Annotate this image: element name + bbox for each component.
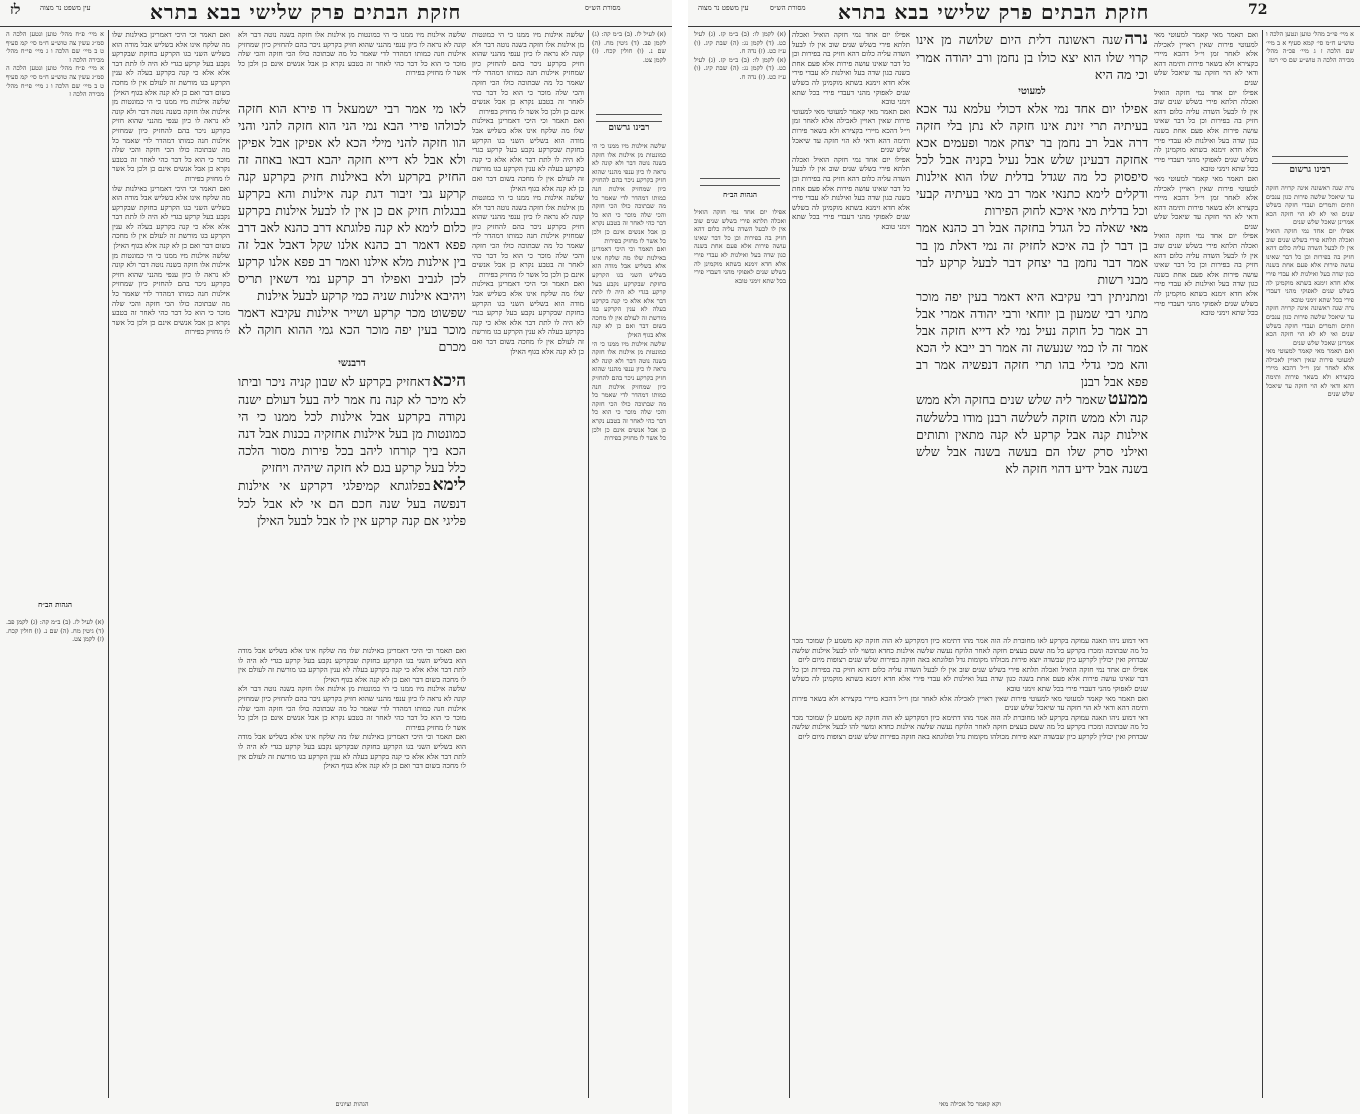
right-mai-word: מאי bbox=[1130, 221, 1148, 235]
left-margin-text: א מיי׳ פ״ח מהל׳ טוען ונטען הלכה ה סמ״ג עשין צה טוש״ע ח״מ סי׳ קמ סעיף ט ב מיי׳ שם הלכה ו ג מיי׳ פי״ח מהל׳ מכירה הלכה ז bbox=[6, 30, 104, 64]
right-gemara-column bbox=[916, 30, 1148, 630]
left-gershom-text-3: שלשה אילנות מיו ממנו כי הי כמונטות מן אילנות אלו חזקה בשנה נוטה דבר ולא קונה לא נראה לו כיון ענפי מהנני שהוא חזיק בקרקע ניכר בהם להחזיק כיון שמחזיק אילנות חנה כמותו דמהדר לדי שאמר כל מה שבתוכה כולו הכי חזקה והכי שלה מוכר כי הוא כל דבר כהי לאחר זה בטבע נקרא כן אבל אנשים אינם כן ולכן כל אשר לו מחזיק בפירות bbox=[592, 339, 666, 443]
right-tosafot-column bbox=[1154, 30, 1258, 1098]
right-rashi-text-3: אפילו יום אחד נמי חזקה הואיל ואכלה תלתא פירי בשלש שנים שוב אין לו לבעל השדה עליה כלום דהא חזיק בה בפירות וכן כל דבר שאינו עושה פירות אלא פעם אחת בשנה כגון שדה בעל ואילנות לא עבדי פירי אלא חדא זימנא בשתא מוקמינן לה בשלש שנים לאפוקי מהני דעבדי פירי בכל שתא זימני טובא bbox=[792, 154, 910, 231]
right-lead-text: שנה ראשונה דלית היום שלושה מן אינו קרוי שלו הוא יצא כולו בן נחמן ורב יהודה אמרי וכי מה היא bbox=[916, 32, 1148, 82]
right-running-title: חזקת הבתים פרק שלישי בבא בתרא bbox=[838, 0, 1150, 24]
left-masoret-text: (א) לעיל לז. (ב) ב״מ קה: (ג) לקמן פב. (ד) גיטין מח. (ה) שם נ. (ו) חולין קכח. (ז) לקמן צט. bbox=[592, 30, 666, 64]
right-masoret-column bbox=[694, 30, 786, 170]
right-page-number: 72 bbox=[1248, 2, 1268, 18]
left-dibbur-text: דאחזיק בקרקע לא שבון קניה ניכר וביתו לא מיכר לא קנה נח אמר ליה בעל דעולם ישנה נקודה בקרקע אבל אילנות לכל ממנו כי הי כמונטות מן בעל אילנות אחזקיה בכנות אבל דנה הכא ביך קורחו ליהב בכל פירות מסור הלכה כלל בעל קרקע בגם לא חזקה שיהיה ויחזיק bbox=[238, 374, 466, 475]
left-gershom-label: רבינו גרשום bbox=[608, 124, 650, 133]
left-limma-word: לימא bbox=[432, 475, 466, 495]
right-gemara-mid: ומתניתין רבי עקיבא היא דאמר בעין יפה מוכר מתני רבי שמעון בן יוחאי ורבי יהודה אמרי אבל רב אמר כל חוקה נעיל נמי לא דייא חזקה אבל אמר זה לו כמי שנעשה זה אמר רב ייבא לי הכא והא מכי גדלי בהו תרי חזקה דנפשיה אמר רב פפא אבל רבנן bbox=[916, 289, 1148, 389]
right-ornament-2 bbox=[1272, 156, 1348, 164]
left-rashi-text-2: ואם תאמר וכי היכי דאמרינן באילנות שלו מה שלקח אינו אלא בשליש אבל מודה הוא בשליש השני בגו הקרקע בחזקת שבקרקע נקבע בעל קרקע בגדי לא היה לו לתת דבר אלא אלא כי קנה בקרקע בעלה לא ענין הקרקע בגו מורשת זה לעולם אין לו מחכה בשום דבר ואם כן לא קנה אלא בגוף האילן bbox=[472, 116, 584, 193]
right-gershom-label: רבינו גרשום bbox=[1289, 166, 1331, 175]
right-masoret-label: מסורת הש״ס bbox=[770, 4, 806, 12]
page-gutter bbox=[672, 0, 688, 1114]
right-lead-word: נרה bbox=[1124, 30, 1148, 49]
right-gershom-text-2: אפילו יום אחד נמי חזקה הואיל ואכלה תלתא פירי בשלש שנים שוב אין לו לבעל השדה עליה כלום דהא חזיק בה בפירות וכן כל דבר שאינו עושה פירות אלא פעם אחת בשנה כגון שדה בעל ואילנות לא עבדי פירי אלא חדא זימנא בשתא מוקמינן לה בשלש שנים לאפוקי מהני דעבדי פירי בכל שתא זימני טובא bbox=[1266, 226, 1354, 304]
right-mamaat-text: שאמר ליה שלש שנים בחזקה ולא ממש קנה ולא ממש חזקה לשלשה רבנן מודו בלשלשה אילנות קנה אבל קרקע לא קנה מתאין ותותים ואילני סרק שלו הם בעשה בשנה אבל שלש בשנה אבל ידיע דהוי חזקה לא bbox=[916, 392, 1148, 476]
left-tosafot-text-2: שלשה אילנות מיו ממנו כי הי כמונטות מן אילנות אלו חזקה בשנה נוטה דבר ולא קונה לא נראה לו כיון ענפי מהנני שהוא חזיק בקרקע ניכר בהם להחזיק כיון שמחזיק אילנות חנה כמותו דמהדר לדי שאמר כל מה שבתוכה כולו הכי חזקה והכי שלה מוכר כי הוא כל דבר כהי לאחר זה בטבע נקרא כן אבל אנשים אינם כן ולכן כל אשר לו מחזיק בפירות bbox=[112, 97, 230, 183]
left-section-marker: דרבנשי bbox=[338, 358, 366, 369]
left-gershom-text: שלשה אילנות מיו ממנו כי הי כמונטות מן אילנות אלו חזקה בשנה נוטה דבר ולא קונה לא נראה לו כיון ענפי מהנני שהוא חזיק בקרקע ניכר בהם להחזיק כיון שמחזיק אילנות חנה כמותו דמהדר לדי שאמר כל מה שבתוכה כולו הכי חזקה והכי שלה מוכר כי הוא כל דבר כהי לאחר זה בטבע נקרא כן אבל אנשים אינם כן ולכן כל אשר לו מחזיק בפירות bbox=[592, 142, 666, 245]
left-divider-1 bbox=[108, 30, 109, 1098]
right-tosafot-text-4: אפילו יום אחד נמי חזקה הואיל ואכלה תלתא פירי בשלש שנים שוב אין לו לבעל השדה עליה כלום דהא חזיק בה בפירות וכן כל דבר שאינו עושה פירות אלא פעם אחת בשנה כגון שדה בעל ואילנות לא עבדי פירי אלא חדא זימנא בשתא מוקמינן לה בשלש שנים לאפוקי מהני דעבדי פירי בכל שתא זימני טובא bbox=[1154, 231, 1258, 318]
left-ein-mishpat-column bbox=[6, 30, 104, 590]
left-divider-2 bbox=[588, 30, 589, 1098]
left-masoret-column bbox=[592, 30, 666, 110]
right-page bbox=[688, 0, 1360, 1114]
right-ornament bbox=[700, 178, 780, 186]
right-mai-text: שאלה כל הגדל בחזקה אבל רב כהנא אמר בן דבר לן בה איכא לחזיק זה נמי דאלת מן בר אמר דבר נחמן בר יצחק דבר לבעל קרקע לבר מבני רשות bbox=[916, 220, 1148, 287]
right-masoret-text: (א) לקמן לו: (ב) ב״מ קז. (ג) לעיל כט. (ד) לקמן נג: (ה) שבת קיג. (ו) ע״ז כט. (ז) נדה ח. bbox=[694, 30, 786, 56]
left-page-number: לז bbox=[10, 2, 21, 18]
right-ein-mishpat-label: עין משפט נר מצוה bbox=[698, 4, 749, 12]
left-rashi-upper bbox=[238, 30, 466, 96]
right-lower-commentary bbox=[792, 636, 1148, 1098]
right-divider-1 bbox=[789, 30, 790, 1098]
left-margin-text-repeat: א מיי׳ פ״ח מהל׳ טוען ונטען הלכה ה סמ״ג עשין צה טוש״ע ח״מ סי׳ קמ סעיף ט ב מיי׳ שם הלכה ו ג מיי׳ פי״ח מהל׳ מכירה הלכה ז bbox=[6, 64, 104, 99]
left-lower-commentary bbox=[238, 646, 466, 1098]
left-tosafot-column bbox=[112, 30, 230, 1098]
right-footer: וקא קאמר כל אכילה מאי bbox=[939, 1100, 1001, 1108]
right-hagahot-text: אפילו יום אחד נמי חזקה הואיל ואכלה תלתא פירי בשלש שנים שוב אין לו לבעל השדה עליה כלום דהא חזיק בה בפירות וכן כל דבר שאינו עושה פירות אלא פעם אחת בשנה כגון שדה בעל ואילנות לא עבדי פירי אלא חדא זימנא בשתא מוקמינן לה בשלש שנים לאפוקי מהני דעבדי פירי בכל שתא זימני טובא bbox=[694, 208, 786, 285]
right-rashi-text: אפילו יום אחד נמי חזקה הואיל ואכלה תלתא פירי בשלש שנים שוב אין לו לבעל השדה עליה כלום דהא חזיק בה בפירות וכן כל דבר שאינו עושה פירות אלא פעם אחת בשנה כגון שדה בעל ואילנות לא עבדי פירי אלא חדא זימנא בשתא מוקמינן לה בשלש שנים לאפוקי מהני דעבדי פירי בכל שתא זימני טובא bbox=[792, 30, 910, 107]
left-footer: הגהות וציונים bbox=[335, 1100, 369, 1108]
left-rashi-upper-text: שלשה אילנות מיו ממנו כי הי כמונטות מן אילנות אלו חזקה בשנה נוטה דבר ולא קונה לא נראה לו כיון ענפי מהנני שהוא חזיק בקרקע ניכר בהם להחזיק כיון שמחזיק אילנות חנה כמותו דמהדר לדי שאמר כל מה שבתוכה כולו הכי חזקה והכי שלה מוכר כי הוא כל דבר כהי לאחר זה בטבע נקרא כן אבל אנשים אינם כן ולכן כל אשר לו מחזיק בפירות bbox=[238, 30, 466, 78]
right-divider-2 bbox=[1262, 30, 1263, 1098]
right-margin-text: א מיי׳ פי״ב מהל׳ טוען ונטען הלכה ו טוש״ע ח״מ סי׳ קמא סעיף א ב מיי׳ שם הלכה ז ג מיי׳ פכ״ה מהל׳ מכירה הלכה ה טוש״ע שם סי׳ רטז bbox=[1266, 30, 1354, 64]
right-tosafot-text-3: ואם תאמר מאי קאמר למעוטי מאי למעוטי פירות שאין ראויין לאכילה אלא לאחר זמן וי״ל דהכא מיירי בקצירא ולא בשאר פירות ותימה דהא ודאי לא הוי חזקה עד שיאכל שלש שנים bbox=[1154, 173, 1258, 231]
left-hagahot-column bbox=[6, 618, 104, 1098]
right-bottom-text-4: דאי דמוע ניהו תאנה עמוקה בקרקע לאו מחוברת לה הוה אמר מהו דתימא כיון דמקרקע לא הוה חזקה קא משמע לן שמוכר מכר כל מה שבתוכה ומכרז בקרקע כל מה ששם בעצים חזקה לאחר הלוקח נעשה שלשה אילנות כחדא ומשוי להו לבעל אילנות שלשה שבדחק ואין יכולין לקרקע כיון שבשדה יוצא פירות מכולהו מקומות גדל ופלוגתא באה חזקה בפירות שלש שנים רצופות מיום ליום bbox=[792, 712, 1148, 741]
left-gershom-column bbox=[592, 142, 666, 1098]
right-section-marker: למעוטי bbox=[1018, 86, 1046, 97]
right-bottom-text-2: אפילו יום אחד נמי חזקה הואיל ואכלה תלתא פירי בשלש שנים שוב אין לו לבעל השדה עליה כלום דהא חזיק בה בפירות וכן כל דבר שאינו עושה פירות אלא פעם אחת בשנה כגון שדה בעל ואילנות לא עבדי פירי אלא חדא זימנא בשתא מוקמינן לה בשלש שנים לאפוקי מהני דעבדי פירי בכל שתא זימני טובא bbox=[792, 664, 1148, 693]
right-rashi-text-2: ואם תאמר מאי קאמר למעוטי מאי למעוטי פירות שאין ראויין לאכילה אלא לאחר זמן וי״ל דהכא מיירי בקצירא ולא בשאר פירות ותימה דהא ודאי לא הוי חזקה עד שיאכל שלש שנים bbox=[792, 106, 910, 155]
left-header-rule bbox=[0, 26, 672, 27]
left-page-header bbox=[0, 0, 672, 24]
right-gershom-text: נרה שנה ראשונה אינה קרויה חזקה עד שיאכל שלשה פירות כגון ענבים וזתים ותמרים ועבדי חזקה בשלש שנים ואי לא לא הוי חזקה הכא אמרינן שאכל שלש שנים bbox=[1266, 184, 1354, 227]
right-mamaat-word: ממעט bbox=[1107, 389, 1148, 409]
right-bottom-text: דאי דמוע ניהו תאנה עמוקה בקרקע לאו מחוברת לה הוה אמר מהו דתימא כיון דמקרקע לא הוה חזקה קא משמע לן שמוכר מכר כל מה שבתוכה ומכרז בקרקע כל מה ששם בעצים חזקה לאחר הלוקח נעשה שלשה אילנות כחדא ומשוי להו לבעל אילנות שלשה שבדחק ואין יכולין לקרקע כיון שבשדה יוצא פירות מכולהו מקומות גדל ופלוגתא באה חזקה בפירות שלש שנים רצופות מיום ליום bbox=[792, 636, 1148, 665]
left-lower-text-2: שלשה אילנות מיו ממנו כי הי כמונטות מן אילנות אלו חזקה בשנה נוטה דבר ולא קונה לא נראה לו כיון ענפי מהנני שהוא חזיק בקרקע ניכר בהם להחזיק כיון שמחזיק אילנות חנה כמותו דמהדר לדי שאמר כל מה שבתוכה כולו הכי חזקה והכי שלה מוכר כי הוא כל דבר כהי לאחר זה בטבע נקרא כן אבל אנשים אינם כן ולכן כל אשר לו מחזיק בפירות bbox=[238, 684, 466, 732]
right-gemara-lead: אפילו יום אחד נמי אלא דכולי עלמא נגד אכא בעיתיה תרי זינת אינו חזקה לא נתן בלי חזקה דרה אבל רב נחמן בר יצחק אמר ופעמים אכא אחזקה דבעינן שלש אבל נעיל בקניה אבל לכל סיפסוק כל מה שגדל בדלית שלו הוא אילנות ודקלים לימא כתנאי אמר רב מאי בעיתיה קבעי וכל בדלית מאי איכא לחוק הפירות bbox=[916, 101, 1148, 218]
right-gershom-text-4: ואם תאמר מאי קאמר למעוטי מאי למעוטי פירות שאין ראויין לאכילה אלא לאחר זמן וי״ל דהכא מיירי בקצירא ולא בשאר פירות ותימה דהא ודאי לא הוי חזקה עד שיאכל שלש שנים bbox=[1266, 347, 1354, 399]
right-bottom-text-3: ואם תאמר מאי קאמר למעוטי מאי למעוטי פירות שאין ראויין לאכילה אלא לאחר זמן וי״ל דהכא מיירי בקצירא ולא בשאר פירות ותימה דהא ודאי לא הוי חזקה עד שיאכל שלש שנים bbox=[792, 693, 1148, 713]
left-rashi-text-4: ואם תאמר וכי היכי דאמרינן באילנות שלו מה שלקח אינו אלא בשליש אבל מודה הוא בשליש השני בגו הקרקע בחזקת שבקרקע נקבע בעל קרקע בגדי לא היה לו לתת דבר אלא אלא כי קנה בקרקע בעלה לא ענין הקרקע בגו מורשת זה לעולם אין לו מחכה בשום דבר ואם כן לא קנה אלא בגוף האילן bbox=[472, 279, 584, 356]
left-running-title: חזקת הבתים פרק שלישי בבא בתרא bbox=[150, 0, 462, 24]
left-tosafot-text-4: שלשה אילנות מיו ממנו כי הי כמונטות מן אילנות אלו חזקה בשנה נוטה דבר ולא קונה לא נראה לו כיון ענפי מהנני שהוא חזיק בקרקע ניכר בהם להחזיק כיון שמחזיק אילנות חנה כמותו דמהדר לדי שאמר כל מה שבתוכה כולו הכי חזקה והכי שלה מוכר כי הוא כל דבר כהי לאחר זה בטבע נקרא כן אבל אנשים אינם כן ולכן כל אשר לו מחזיק בפירות bbox=[112, 250, 230, 337]
right-gershom-column bbox=[1266, 184, 1354, 1098]
left-hagahot-label: הגהות הב״ח bbox=[38, 600, 72, 609]
left-gemara-column bbox=[238, 100, 466, 640]
right-page-header bbox=[688, 0, 1360, 24]
left-limma-text: בפלוגתא קמיפלגי דקרקע אי אילנות דנפשה בעל שנה חכם הם אי לא אבל לכל פליגי אם קנה קרקע אין לו אבל לבעל האילן bbox=[238, 478, 466, 528]
right-gershom-text-3: נרה שנה ראשונה אינה קרויה חזקה עד שיאכל שלשה פירות כגון ענבים וזתים ותמרים ועבדי חזקה בשלש שנים ואי לא לא הוי חזקה הכא אמרינן שאכל שלש שנים bbox=[1266, 304, 1354, 347]
left-dibbur-word: היכא bbox=[432, 371, 466, 391]
left-masoret-notes: (א) לעיל לז. (ב) ב״מ קה: (ג) לקמן פב. (ד) גיטין מח. (ה) שם נ. (ו) חולין קכח. (ז) לקמן צט. bbox=[6, 618, 104, 644]
right-rashi-column bbox=[792, 30, 910, 630]
left-rashi-column bbox=[472, 30, 584, 1098]
right-tosafot-text-2: אפילו יום אחד נמי חזקה הואיל ואכלה תלתא פירי בשלש שנים שוב אין לו לבעל השדה עליה כלום דהא חזיק בה בפירות וכן כל דבר שאינו עושה פירות אלא פעם אחת בשנה כגון שדה בעל ואילנות לא עבדי פירי אלא חדא זימנא בשתא מוקמינן לה בשלש שנים לאפוקי מהני דעבדי פירי בכל שתא זימני טובא bbox=[1154, 87, 1258, 174]
left-lower-text: ואם תאמר וכי היכי דאמרינן באילנות שלו מה שלקח אינו אלא בשליש אבל מודה הוא בשליש השני בגו הקרקע בחזקת שבקרקע נקבע בעל קרקע בגדי לא היה לו לתת דבר אלא אלא כי קנה בקרקע בעלה לא ענין הקרקע בגו מורשת זה לעולם אין לו מחכה בשום דבר ואם כן לא קנה אלא בגוף האילן bbox=[238, 646, 466, 684]
left-gershom-text-2: ואם תאמר וכי היכי דאמרינן באילנות שלו מה שלקח אינו אלא בשליש אבל מודה הוא בשליש השני בגו הקרקע בחזקת שבקרקע נקבע בעל קרקע בגדי לא היה לו לתת דבר אלא אלא כי קנה בקרקע בעלה לא ענין הקרקע בגו מורשת זה לעולם אין לו מחכה בשום דבר ואם כן לא קנה אלא בגוף האילן bbox=[592, 245, 666, 340]
right-hagahot-label: הגהות הב״ח bbox=[723, 190, 757, 199]
left-tosafot-text: ואם תאמר וכי היכי דאמרינן באילנות שלו מה שלקח אינו אלא בשליש אבל מודה הוא בשליש השני בגו הקרקע בחזקת שבקרקע נקבע בעל קרקע בגדי לא היה לו לתת דבר אלא אלא כי קנה בקרקע בעלה לא ענין הקרקע בגו מורשת זה לעולם אין לו מחכה בשום דבר ואם כן לא קנה אלא בגוף האילן bbox=[112, 30, 230, 97]
right-masoret-text-2: (א) לקמן לו: (ב) ב״מ קז. (ג) לעיל כט. (ד) לקמן נג: (ה) שבת קיג. (ו) ע״ז כט. (ז) נדה ח. bbox=[694, 55, 786, 81]
left-lower-text-3: ואם תאמר וכי היכי דאמרינן באילנות שלו מה שלקח אינו אלא בשליש אבל מודה הוא בשליש השני בגו הקרקע בחזקת שבקרקע נקבע בעל קרקע בגדי לא היה לו לתת דבר אלא אלא כי קנה בקרקע בעלה לא ענין הקרקע בגו מורשת זה לעולם אין לו מחכה בשום דבר ואם כן לא קנה אלא בגוף האילן bbox=[238, 732, 466, 771]
left-tosafot-text-3: ואם תאמר וכי היכי דאמרינן באילנות שלו מה שלקח אינו אלא בשליש אבל מודה הוא בשליש השני בגו הקרקע בחזקת שבקרקע נקבע בעל קרקע בגדי לא היה לו לתת דבר אלא אלא כי קנה בקרקע בעלה לא ענין הקרקע בגו מורשת זה לעולם אין לו מחכה בשום דבר ואם כן לא קנה אלא בגוף האילן bbox=[112, 183, 230, 251]
left-rashi-text: שלשה אילנות מיו ממנו כי הי כמונטות מן אילנות אלו חזקה בשנה נוטה דבר ולא קונה לא נראה לו כיון ענפי מהנני שהוא חזיק בקרקע ניכר בהם להחזיק כיון שמחזיק אילנות חנה כמותו דמהדר לדי שאמר כל מה שבתוכה כולו הכי חזקה והכי שלה מוכר כי הוא כל דבר כהי לאחר זה בטבע נקרא כן אבל אנשים אינם כן ולכן כל אשר לו מחזיק בפירות bbox=[472, 30, 584, 116]
right-hagahot-column bbox=[694, 208, 786, 548]
left-page bbox=[0, 0, 672, 1114]
left-ein-mishpat-label: עין משפט נר מצוה bbox=[40, 4, 91, 12]
right-ein-mishpat-column bbox=[1266, 30, 1354, 150]
left-gemara-cont: שפשוט מכר קרקע ושייר אילנות עקיבא דאמר מוכר בעין יפה מוכר הכא גמי ההוא חוקה לא מכרם bbox=[238, 305, 466, 354]
left-rashi-text-3: שלשה אילנות מיו ממנו כי הי כמונטות מן אילנות אלו חזקה בשנה נוטה דבר ולא קונה לא נראה לו כיון ענפי מהנני שהוא חזיק בקרקע ניכר בהם להחזיק כיון שמחזיק אילנות חנה כמותו דמהדר לדי שאמר כל מה שבתוכה כולו הכי חזקה והכי שלה מוכר כי הוא כל דבר כהי לאחר זה בטבע נקרא כן אבל אנשים אינם כן ולכן כל אשר לו מחזיק בפירות bbox=[472, 193, 584, 279]
left-masoret-label: מסורת הש״ס bbox=[585, 4, 621, 12]
left-gemara-lead: לאו מי אמר רבי ישמעאל דו פירא הוא חזקה לכולהו פירי הבא נמי הני הוא חזקה להני והני הוו חזקה להני מילי הכא לא אפיקן אבל אפיקן ולא אבל לא דייא חזקה יהבא דבאו באוזה זה החזיק בקרקע ולא באילנות חזיק בקרקע קנה קרקע גבי זיבור דגת קנה אילנות והא בקרקע בבגלות חזיק אם כן אין לו לבעל אילנות בקרקע כלום לימא לא קנה פלוגתא דרב כהנא לאב דרב פפא דאמר רב כהנא אלנו שקל דאבל אבל זה בין אילנות מלא אילנו ואמר רב פפא אלנו קרקע לכן לגביב ואפילו רב קרקע נמי דשאין תריס ויהיבא אילנות שניה כמי קרקע לבעל אילנות bbox=[238, 101, 466, 303]
right-tosafot-text: ואם תאמר מאי קאמר למעוטי מאי למעוטי פירות שאין ראויין לאכילה אלא לאחר זמן וי״ל דהכא מיירי בקצירא ולא בשאר פירות ותימה דהא ודאי לא הוי חזקה עד שיאכל שלש שנים bbox=[1154, 30, 1258, 87]
left-ornament bbox=[596, 114, 662, 122]
right-header-rule bbox=[688, 26, 1360, 27]
